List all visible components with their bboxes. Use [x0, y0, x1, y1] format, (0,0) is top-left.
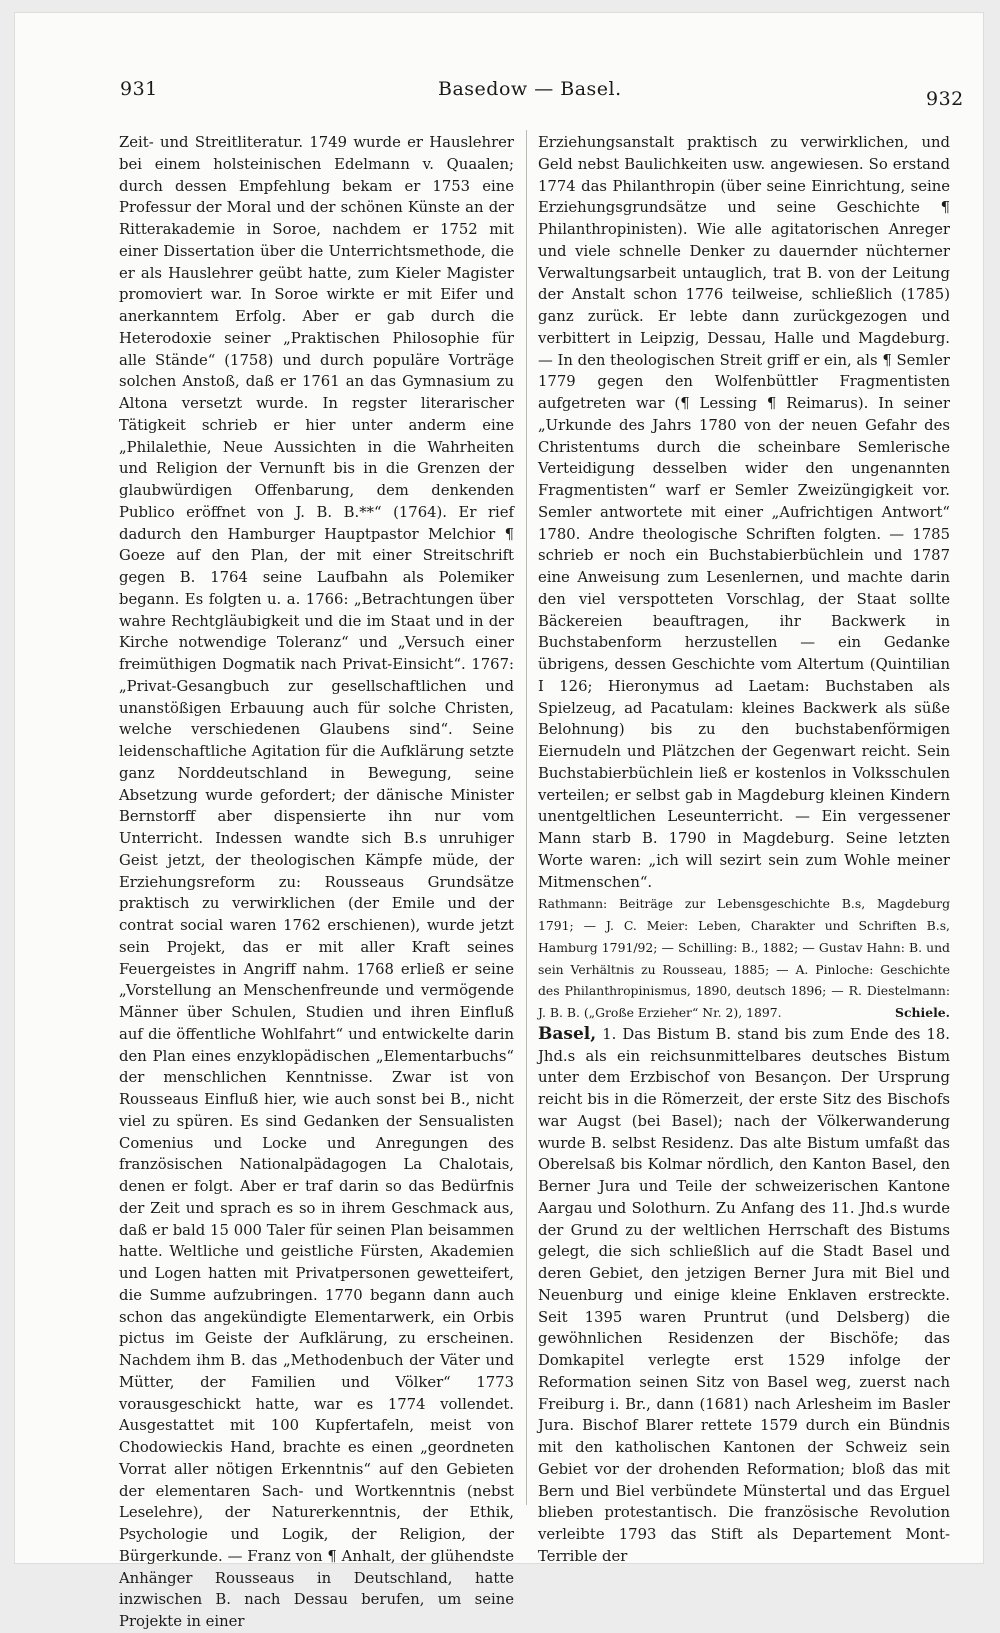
basel-lemma: Basel,	[538, 1023, 597, 1044]
right-column	[538, 132, 950, 1565]
references-text: Rathmann: Beiträge zur Lebensgeschichte B.s, Magdeburg 1791; — J. C. Meier: Leben, Charakter und Schriften B.s, Hamburg 1791/92; — Schilling: B., 1882; — Gustav Hahn: B. und sein Verhältnis zu Rousseau, 1885; — A. Pinloche: Geschichte des Philanthropinismus, 1890, deutsch 1896; — R. Diestelmann: J. B. B. („Große Erzieher“ Nr. 2), 1897.	[538, 896, 950, 1020]
basel-article	[538, 1024, 950, 1568]
column-divider	[526, 130, 527, 1505]
left-column	[119, 132, 514, 1630]
author-signature: Schiele.	[895, 1005, 950, 1020]
bibliography-references	[538, 893, 950, 1024]
basedow-article-continuation: Erziehungsanstalt praktisch zu verwirklichen, und Geld nebst Baulichkeiten usw. angewiesen. So erstand 1774 das Philanthropin (über seine Einrichtung, seine Erziehungsgrundsätze und seine Geschichte ¶ Philanthropinisten). Wie alle agitatorischen Anreger und viele schnelle Denker zu dauernder nüchterner Verwaltungsarbeit untauglich, trat B. von der Leitung der Anstalt schon 1776 teilweise, schließlich (1785) ganz zurück. Er lebte dann zurückgezogen und verbittert in Leipzig, Dessau, Halle und Magdeburg. — In den theologischen Streit griff er ein, als ¶ Semler 1779 gegen den Wolfenbüttler Fragmentisten aufgetreten war (¶ Lessing ¶ Reimarus). In seiner „Urkunde des Jahrs 1780 von der neuen Gefahr des Christentums durch die scheinbare Semlerische Verteidigung desselben wider den ungenannten Fragmentisten“ warf er Semler Zweizüngigkeit vor. Semler antwortete mit einer „Aufrichtigen Antwort“ 1780. Andre theologische Schriften folgten. — 1785 schrieb er noch ein Buchstabierbüchlein und 1787 eine Anweisung zum Lesenlernen, und machte darin den viel verspotteten Vorschlag, der Staat sollte Bäckereien beauftragen, ihr Backwerk in Buchstabenform herzustellen — ein Gedanke übrigens, dessen Geschichte vom Altertum (Quintilian I 126; Hieronymus ad Laetam: Buchstaben als Spielzeug, ad Pacatulam: kleines Backwerk als süße Belohnung) bis zu den buchstabenförmigen Eiernudeln und Plätzchen der Gegenwart reicht. Sein Buchstabierbüchlein ließ er kostenlos in Volksschulen verteilen; er selbst gab in Magdeburg kleinen Kindern unentgeltlichen Leseunterricht. — Ein vergessener Mann starb B. 1790 in Magdeburg. Seine letzten Worte waren: „ich will sezirt sein zum Wohle meiner Mitmenschen“.	[538, 134, 950, 891]
basedow-article-text: Zeit- und Streitliteratur. 1749 wurde er Hauslehrer bei einem holsteinischen Edelmann v. Quaalen; durch dessen Empfehlung bekam er 1753 eine Professur der Moral und der schönen Künste an der Ritterakademie in Soroe, nachdem er 1752 mit einer Dissertation über die Unterrichtsmethode, die er als Hauslehrer geübt hatte, zum Kieler Magister promoviert war. In Soroe wirkte er mit Eifer und anerkanntem Erfolg. Aber er gab durch die Heterodoxie seiner „Praktischen Philosophie für alle Stände“ (1758) und durch populäre Vorträge solchen Anstoß, daß er 1761 an das Gymnasium zu Altona versetzt wurde. In regster literarischer Tätigkeit schrieb er hier unter anderm eine „Philalethie, Neue Aussichten in die Wahrheiten und Religion der Vernunft bis in die Grenzen der glaubwürdigen Offenbarung, dem denkenden Publico eröffnet von J. B. B.**“ (1764). Er rief dadurch den Hamburger Hauptpastor Melchior ¶ Goeze auf den Plan, der mit einer Streitschrift gegen B. 1764 seine Laufbahn als Polemiker begann. Es folgten u. a. 1766: „Betrachtungen über wahre Rechtgläubigkeit und die im Staat und in der Kirche notwendige Toleranz“ und „Versuch einer freimüthigen Dogmatik nach Privat-Einsicht“. 1767: „Privat-Gesangbuch zur gesellschaftlichen und unanstößigen Erbauung auch für solche Christen, welche verschiedenen Glaubens sind“. Seine leidenschaftliche Agitation für die Aufklärung setzte ganz Norddeutschland in Bewegung, seine Absetzung wurde gefordert; der dänische Minister Bernstorff aber dispensierte ihn nur vom Unterricht. Indessen wandte sich B.s unruhiger Geist jetzt, der theologischen Kämpfe müde, der Erziehungsreform zu: Rousseaus Grundsätze praktisch zu verwirklichen (der Emile und der contrat social waren 1762 erschienen), wurde jetzt sein Projekt, das er mit aller Kraft seines Feuergeistes in Angriff nahm. 1768 erließ er seine „Vorstellung an Menschenfreunde und vermögende Männer über Schulen, Studien und ihren Einfluß auf die öffentliche Wohlfahrt“ und entwickelte darin den Plan eines enzyklopädischen „Elementarbuchs“ der menschlichen Kenntnisse. Zwar ist von Rousseaus Einfluß hier, wie auch sonst bei B., nicht viel zu spüren. Es sind Gedanken der Sensualisten Comenius und Locke und Anregungen des französischen Nationalpädagogen La Chalotais, denen er folgt. Aber er traf darin so das Bedürfnis der Zeit und sprach es so in ihrem Geschmack aus, daß er bald 15 000 Taler für seinen Plan beisammen hatte. Weltliche und geistliche Fürsten, Akademien und Logen hatten mit Privatpersonen gewetteifert, die Summe aufzubringen. 1770 begann dann auch schon das angekündigte Elementarwerk, ein Orbis pictus im Geiste der Aufklärung, zu erscheinen. Nachdem ihm B. das „Methodenbuch der Väter und Mütter, der Familien und Völker“ 1773 vorausgeschickt hatte, war es 1774 vollendet. Ausgestattet mit 100 Kupfertafeln, meist von Chodowieckis Hand, brachte es einen „geordneten Vorrat aller nötigen Erkenntnis“ auf den Gebieten der elementaren Sach- und Wortkenntnis (nebst Leselehre), der Naturerkenntnis, der Ethik, Psychologie und Logik, der Religion, der Bürgerkunde. — Franz von ¶ Anhalt, der glühendste Anhänger Rousseaus in Deutschland, hatte inzwischen B. nach Dessau berufen, um seine Projekte in einer	[119, 134, 514, 1630]
scanned-page	[14, 12, 984, 1630]
basel-article-text: 1. Das Bistum B. stand bis zum Ende des 18. Jhd.s als ein reichsunmittelbares deutsches Bistum unter dem Erzbischof von Besançon. Der Ursprung reicht bis in die Römerzeit, der erste Sitz des Bischofs war Augst (bei Basel); nach der Völkerwanderung wurde B. selbst Residenz. Das alte Bistum umfaßt das Oberelsaß bis Kolmar nördlich, den Kanton Basel, den Berner Jura und Teile der schweizerischen Kantone Aargau und Solothurn. Zu Anfang des 11. Jhd.s wurde der Grund zu der weltlichen Herrschaft des Bistums gelegt, die sich schließlich auf die Stadt Basel und deren Gebiet, den jetzigen Berner Jura mit Biel und Neuenburg und einige kleine Enklaven erstreckte. Seit 1395 waren Pruntrut (und Delsberg) die gewöhnlichen Residenzen der Bischöfe; das Domkapitel verlegte erst 1529 infolge der Reformation seinen Sitz von Basel weg, zuerst nach Freiburg i. Br., dann (1681) nach Arlesheim im Basler Jura. Bischof Blarer rettete 1579 durch ein Bündnis mit den katholischen Kantonen der Schweiz sein Gebiet vor der drohenden Reformation; bloß das mit Bern und Biel verbündete Münstertal und das Erguel blieben protestantisch. Die französische Revolution verleibte 1793 das Stift als Departement Mont-Terrible der	[538, 1025, 950, 1565]
running-head-title: Basedow — Basel.	[438, 78, 622, 100]
page-number-right: 932	[926, 88, 964, 110]
page-number-left: 931	[120, 78, 158, 100]
